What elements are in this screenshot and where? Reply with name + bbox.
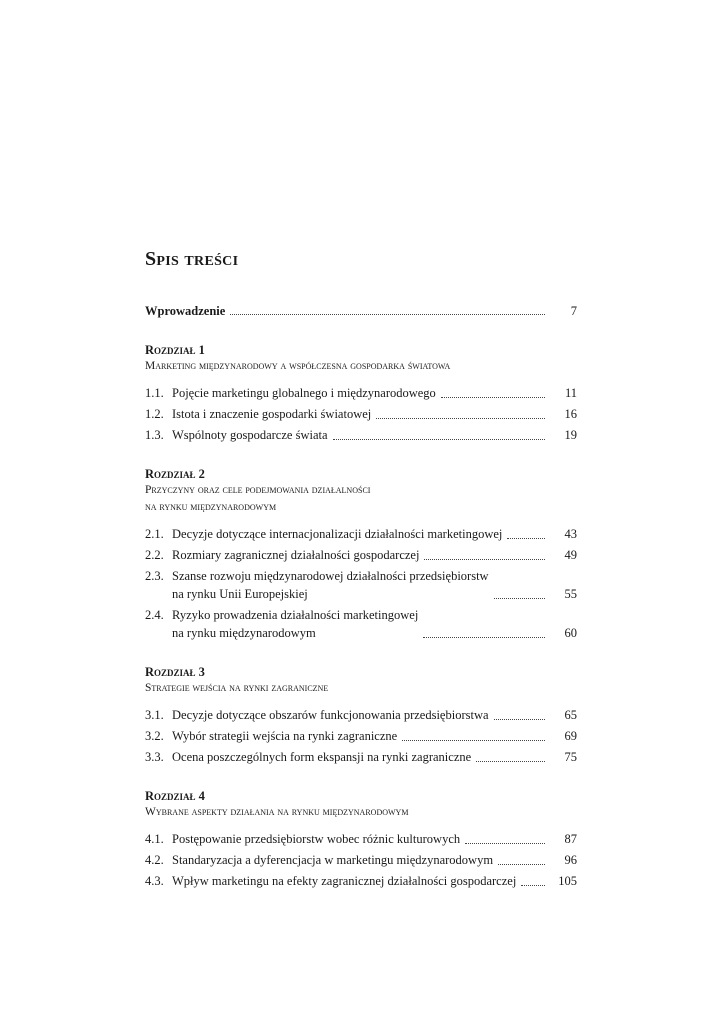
chapter-section <box>145 466 577 642</box>
chapter-list <box>145 342 577 890</box>
page-number: 65 <box>564 708 577 722</box>
toc-entry[interactable] <box>145 384 577 402</box>
entry-body <box>172 405 577 423</box>
page-number: 96 <box>564 853 577 867</box>
page-number: 105 <box>558 874 577 888</box>
toc-entry[interactable] <box>145 748 577 766</box>
section-title-line: Ryzyko prowadzenia działalności marketingowej <box>172 608 419 622</box>
chapter-label: Rozdział 4 <box>145 789 205 803</box>
chapter-title <box>145 482 565 516</box>
section-number: 4.3. <box>145 874 164 888</box>
dot-leader <box>465 842 545 844</box>
dot-leader <box>507 537 545 539</box>
section-title <box>172 706 489 724</box>
chapter-label: Rozdział 2 <box>145 467 205 481</box>
chapter-title-line: Marketing międzynarodowy a współczesna gospodarka światowa <box>145 360 451 372</box>
section-title-line: Pojęcie marketingu globalnego i międzynarodowego <box>172 386 436 400</box>
toc-entry[interactable] <box>145 727 577 745</box>
page-number: 16 <box>564 407 577 421</box>
section-number: 3.1. <box>145 708 164 722</box>
toc-entry[interactable] <box>145 606 577 642</box>
section-title <box>172 872 516 890</box>
section-title <box>172 426 328 444</box>
section-title-line: Postępowanie przedsiębiorstw wobec różnic kulturowych <box>172 832 461 846</box>
table-of-contents <box>145 246 577 893</box>
entry-list <box>145 830 577 890</box>
section-title-line: Wspólnoty gospodarcze świata <box>172 428 328 442</box>
entry-body <box>172 851 577 869</box>
toc-entry[interactable] <box>145 706 577 724</box>
section-title <box>172 567 489 603</box>
section-number: 2.3. <box>145 569 164 583</box>
chapter-title <box>145 804 565 821</box>
dot-leader <box>423 636 545 638</box>
chapter-title-line: Przyczyny oraz cele podejmowania działalności <box>145 484 371 496</box>
toc-entry[interactable] <box>145 426 577 444</box>
section-title-line: Rozmiary zagranicznej działalności gospodarczej <box>172 548 420 562</box>
dot-leader <box>476 760 545 762</box>
page-number: 75 <box>564 750 577 764</box>
section-title-line: Wpływ marketingu na efekty zagranicznej działalności gospodarczej <box>172 874 517 888</box>
dot-leader <box>333 438 545 440</box>
page-number: 7 <box>570 304 577 318</box>
page-number: 49 <box>564 548 577 562</box>
entry-body <box>172 748 577 766</box>
dot-leader <box>424 558 545 560</box>
section-title-line: Szanse rozwoju międzynarodowej działalności przedsiębiorstw <box>172 569 489 583</box>
page-number: 69 <box>564 729 577 743</box>
toc-entry[interactable] <box>145 546 577 564</box>
entry-body <box>172 606 577 642</box>
section-title <box>172 384 436 402</box>
toc-entry[interactable] <box>145 525 577 543</box>
toc-entry-introduction[interactable] <box>145 302 577 320</box>
section-title-line: na rynku międzynarodowym <box>172 626 316 640</box>
toc-entry[interactable] <box>145 405 577 423</box>
dot-leader <box>441 396 545 398</box>
dot-leader <box>494 718 545 720</box>
entry-body <box>172 727 577 745</box>
dot-leader <box>494 597 545 599</box>
page-number: 19 <box>564 428 577 442</box>
section-title-line: Decyzje dotyczące internacjonalizacji działalności marketingowej <box>172 527 503 541</box>
dot-leader <box>521 884 545 886</box>
entry-body <box>172 567 577 603</box>
entry-body <box>172 706 577 724</box>
chapter-title-line: na rynku międzynarodowym <box>145 501 277 513</box>
section-title <box>172 727 397 745</box>
toc-entry[interactable] <box>145 830 577 848</box>
dot-leader <box>376 417 545 419</box>
dot-leader <box>402 739 545 741</box>
section-number: 1.3. <box>145 428 164 442</box>
toc-entry[interactable] <box>145 567 577 603</box>
entry-list <box>145 384 577 444</box>
section-title-line: Standaryzacja a dyferencjacja w marketingu międzynarodowym <box>172 853 494 867</box>
chapter-section <box>145 788 577 890</box>
page-number: 11 <box>564 386 577 400</box>
section-title <box>172 748 471 766</box>
section-title <box>172 851 493 869</box>
entry-list <box>145 525 577 642</box>
entry-body <box>172 426 577 444</box>
section-number: 1.2. <box>145 407 164 421</box>
section-number: 2.4. <box>145 608 164 622</box>
entry-body <box>172 546 577 564</box>
entry-body <box>172 525 577 543</box>
page-title: Spis treści <box>145 248 239 270</box>
chapter-title-line: Wybrane aspekty działania na rynku międzynarodowym <box>145 806 409 818</box>
page-number: 87 <box>564 832 577 846</box>
section-title-line: Ocena poszczególnych form ekspansji na rynki zagraniczne <box>172 750 472 764</box>
section-title-line: Decyzje dotyczące obszarów funkcjonowania przedsiębiorstwa <box>172 708 489 722</box>
dot-leader <box>230 313 545 315</box>
section-number: 1.1. <box>145 386 164 400</box>
page-number: 60 <box>564 626 577 640</box>
entry-body <box>172 384 577 402</box>
chapter-section <box>145 664 577 766</box>
chapter-title-line: Strategie wejścia na rynki zagraniczne <box>145 682 329 694</box>
section-title-line: Istota i znaczenie gospodarki światowej <box>172 407 372 421</box>
entry-list <box>145 706 577 766</box>
page-number: 43 <box>564 527 577 541</box>
toc-entry[interactable] <box>145 872 577 890</box>
section-number: 4.2. <box>145 853 164 867</box>
section-title <box>172 525 502 543</box>
section-number: 3.2. <box>145 729 164 743</box>
section-number: 2.2. <box>145 548 164 562</box>
page-number: 55 <box>564 587 577 601</box>
section-number: 4.1. <box>145 832 164 846</box>
section-number: 2.1. <box>145 527 164 541</box>
section-title <box>172 606 418 642</box>
section-title <box>172 405 371 423</box>
chapter-label: Rozdział 1 <box>145 343 205 357</box>
introduction-label: Wprowadzenie <box>145 304 226 318</box>
chapter-section <box>145 342 577 444</box>
entry-body <box>172 872 577 890</box>
toc-entry[interactable] <box>145 851 577 869</box>
chapter-label: Rozdział 3 <box>145 665 205 679</box>
section-number: 3.3. <box>145 750 164 764</box>
section-title-line: na rynku Unii Europejskiej <box>172 587 308 601</box>
chapter-title <box>145 358 565 375</box>
dot-leader <box>498 863 545 865</box>
section-title-line: Wybór strategii wejścia na rynki zagraniczne <box>172 729 398 743</box>
section-title <box>172 546 419 564</box>
chapter-title <box>145 680 565 697</box>
entry-body <box>172 830 577 848</box>
section-title <box>172 830 460 848</box>
